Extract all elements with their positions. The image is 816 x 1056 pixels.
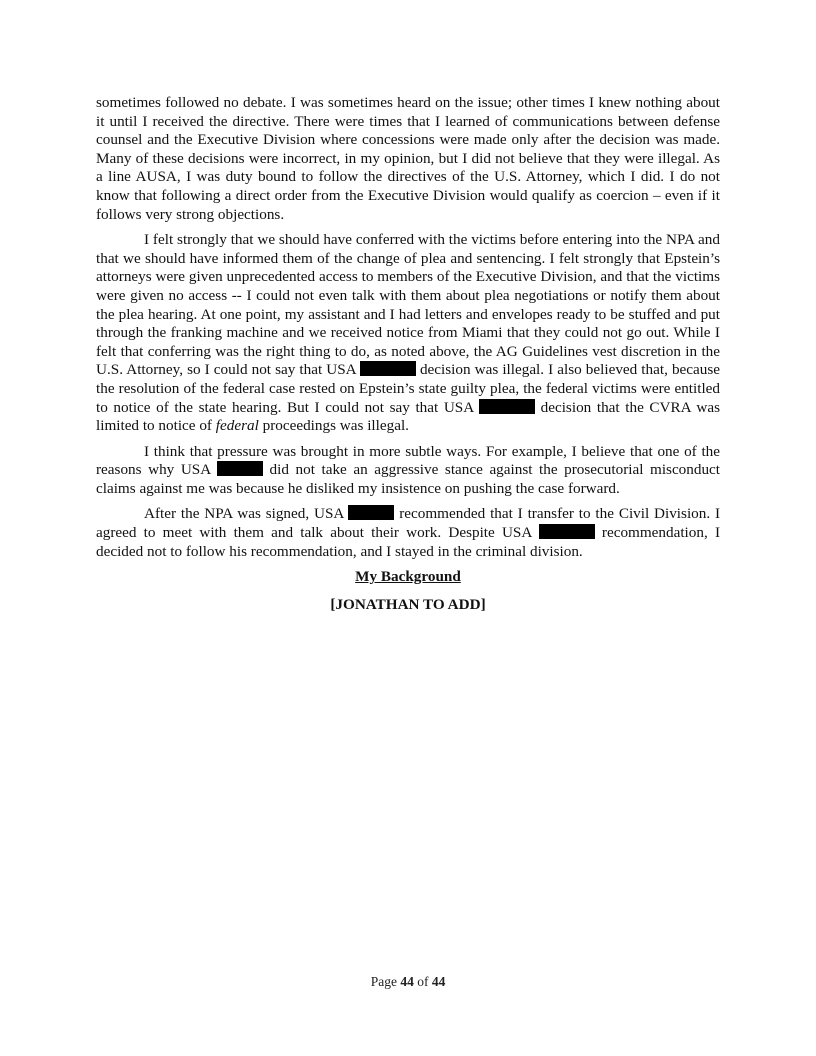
footer-prefix: Page xyxy=(370,974,397,989)
footer-sep: of xyxy=(417,974,429,989)
redaction-block xyxy=(360,361,416,376)
placeholder-note xyxy=(96,596,720,615)
paragraph-3 xyxy=(96,443,720,499)
document-page xyxy=(96,94,720,623)
paragraph-text: sometimes followed no debate. I was sometimes heard on the issue; other times I knew nothing about it until I received the directive. There were times that I learned of communications between defense counsel and the Executive Division where concessions were made only after the decision was made. Many of these decisions were incorrect, in my opinion, but I did not believe that they were illegal. As a line AUSA, I was duty bound to follow the directives of the U.S. Attorney, which I did. I do not know that following a direct order from the Executive Division would qualify as coercion – even if it follows very strong objections. xyxy=(96,94,720,223)
section-heading-text: My Background xyxy=(355,568,461,586)
paragraph-4 xyxy=(96,505,720,561)
paragraph-2 xyxy=(96,231,720,436)
redaction-block xyxy=(217,461,263,476)
page-footer xyxy=(0,974,816,990)
section-heading xyxy=(96,568,720,587)
paragraph-text: I think that pressure was brought in more subtle ways. For example, I believe that one of the reasons why USA xyxy=(96,442,720,479)
paragraph-text: recommended that I transfer to the Civil Division. I agreed to meet with them and talk about their work. Despite USA xyxy=(96,505,721,542)
paragraph-text: After the NPA was signed, USA xyxy=(144,505,344,523)
paragraph-text: decision that the CVRA was limited to notice of xyxy=(96,398,721,435)
redaction-block xyxy=(539,524,595,539)
footer-current-page: 44 xyxy=(400,974,414,989)
paragraph-text: decision was illegal. I also believed that, because the resolution of the federal case rested on Epstein’s state guilty plea, the federal victims were entitled to notice of the state hearing. But I could not say that USA xyxy=(96,361,721,416)
redaction-block xyxy=(348,505,394,520)
placeholder-text: [JONATHAN TO ADD] xyxy=(330,595,486,613)
paragraph-1 xyxy=(96,94,720,224)
redaction-block xyxy=(479,399,535,414)
paragraph-text: recommendation, I decided not to follow his recommendation, and I stayed in the criminal division. xyxy=(96,524,721,560)
paragraph-text: did not take an aggressive stance against the prosecutorial misconduct claims against me was because he disliked my insistence on pushing the case forward. xyxy=(96,461,721,497)
italic-text: federal xyxy=(215,417,259,435)
paragraph-text: proceedings was illegal. xyxy=(262,417,409,435)
footer-total-pages: 44 xyxy=(431,974,446,989)
paragraph-text: I felt strongly that we should have conferred with the victims before entering into the NPA and that we should have informed them of the change of plea and sentencing. I felt strongly that Epstein’s attorneys were given unprecedented access to members of the Executive Division, and that the victims were given no access -- I could not even talk with them about plea negotiations or notify them about the plea hearing. At one point, my assistant and I had letters and envelopes ready to be stuffed and put through the franking machine and we received notice from Miami that they could not go out. While I felt that conferring was the right thing to do, as noted above, the AG Guidelines vest discretion in the U.S. Attorney, so I could not say that USA xyxy=(96,231,720,379)
